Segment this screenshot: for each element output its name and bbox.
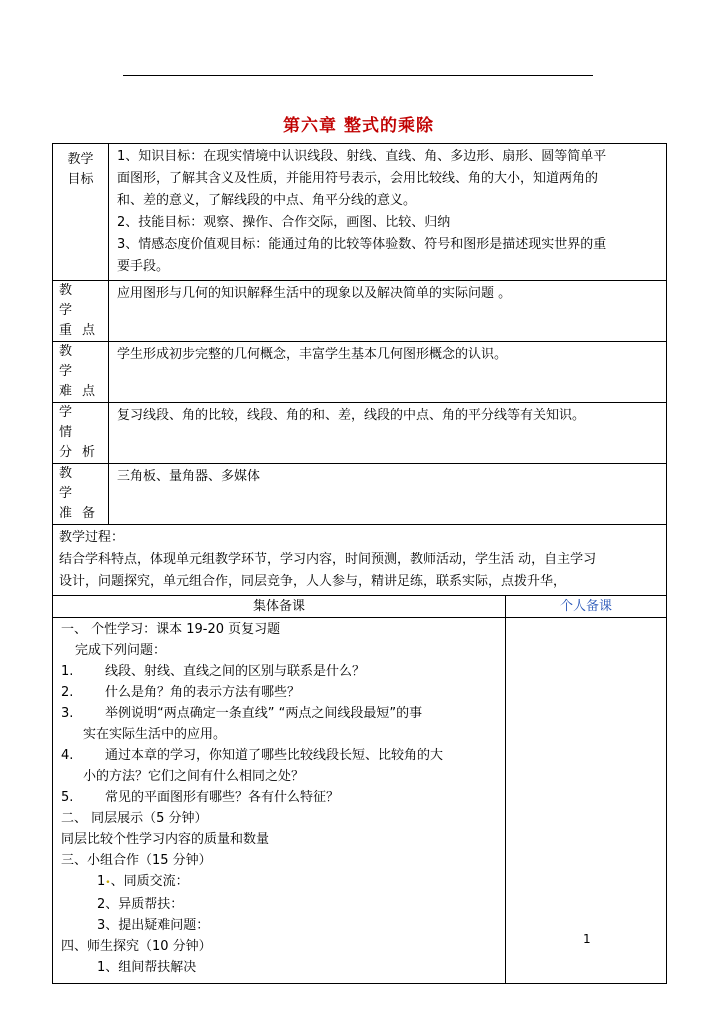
row-label-line: 准备 (59, 506, 106, 521)
info-row (53, 144, 667, 281)
question-number: 4. (61, 748, 74, 763)
row-content (109, 144, 667, 281)
group-item (61, 871, 501, 894)
question-text: 举例说明“两点确定一条直线” “两点之间线段最短”的事 (105, 706, 423, 721)
column-header-collective: 集体备课 (53, 596, 506, 618)
task-line: 完成下列问题： (75, 643, 167, 658)
row-label-line: 教 学 (59, 283, 83, 318)
row-content-line: 面图形，了解其含义及性质，并能用符号表示，会用比较线、角的大小，知道两角的 (117, 171, 599, 186)
row-label (53, 281, 109, 342)
row-label-line: 教 学 (59, 466, 83, 501)
row-content (109, 403, 667, 464)
question-number: 2. (61, 685, 74, 700)
question-number: 5. (61, 790, 74, 805)
collective-content (53, 618, 506, 984)
process-heading: 教学过程： (59, 530, 125, 545)
row-label-line: 目标 (67, 172, 94, 187)
question-text: 什么是角？角的表示方法有哪些？ (105, 685, 301, 700)
question-continuation: 小的方法？它们之间有什么相同之处？ (83, 769, 305, 784)
info-row (53, 464, 667, 525)
question-item (53, 787, 501, 808)
group-item-text: 、同质交流： (110, 874, 189, 889)
row-content-line: 要手段。 (117, 259, 170, 274)
info-row (53, 281, 667, 342)
row-label-line: 教 学 (59, 344, 83, 379)
question-number: 1. (61, 664, 74, 679)
question-item (53, 682, 501, 703)
question-text: 线段、射线、直线之间的区别与联系是什么？ (105, 664, 366, 679)
row-label-line: 重点 (59, 323, 106, 338)
row-content-line: 2、技能目标：观察、操作、合作交际，画图、比较、归纳 (117, 215, 451, 230)
process-line: 结合学科特点，体现单元组教学环节，学习内容，时间预测，教师活动，学生活 动，自主学习 (59, 552, 597, 567)
question-text: 常见的平面图形有哪些？各有什么特征？ (105, 790, 340, 805)
group-item-number: 1 (97, 874, 106, 889)
info-row (53, 342, 667, 403)
question-text: 通过本章的学习，你知道了哪些比较线段长短、比较角的大 (105, 748, 444, 763)
question-item (53, 661, 501, 682)
row-label (53, 144, 109, 281)
row-label (53, 342, 109, 403)
process-row (53, 525, 667, 596)
group-item: 2、异质帮扶： (97, 897, 184, 912)
row-content-line: 三角板、量角器、多媒体 (117, 469, 261, 484)
row-content-line: 学生形成初步完整的几何概念，丰富学生基本几何图形概念的认识。 (117, 347, 508, 362)
row-label-line: 学 情 (59, 405, 83, 440)
row-label-line: 分析 (59, 445, 106, 460)
process-line: 设计，问题探究，单元组合作，同层竞争，人人参与，精讲足练，联系实际，点拨升华， (59, 574, 567, 589)
section-heading: 一、 个性学习：课本 19-20 页复习题 (61, 622, 281, 637)
lesson-plan-table (52, 143, 667, 984)
question-continuation: 实在实际生活中的应用。 (83, 727, 227, 742)
annotation-marker: • (105, 878, 111, 888)
column-header-personal: 个人备课 (506, 596, 667, 618)
group-item: 1、组间帮扶解决 (97, 960, 197, 975)
info-row (53, 403, 667, 464)
row-content (109, 342, 667, 403)
section-heading: 四、师生探究（10 分钟） (61, 939, 212, 954)
page-title: 第六章 整式的乘除 (283, 116, 434, 136)
row-label (53, 403, 109, 464)
row-content-line: 1、知识目标：在现实情境中认识线段、射线、直线、角、多边形、扇形、圆等简单平 (117, 149, 607, 164)
row-label (53, 464, 109, 525)
row-content-line: 3、情感态度价值观目标：能通过角的比较等体验数、符号和图形是描述现实世界的重 (117, 237, 607, 252)
row-label-line: 教学 (67, 152, 94, 167)
row-content-line: 和、差的意义，了解线段的中点、角平分线的意义。 (117, 193, 417, 208)
process-cell (53, 525, 667, 596)
section-heading: 三、小组合作（15 分钟） (61, 853, 212, 868)
question-item (53, 745, 501, 766)
row-label-line: 难点 (59, 384, 106, 399)
column-header-row (53, 596, 667, 618)
personal-content (506, 618, 667, 984)
page-number: 1 (583, 932, 591, 946)
row-content-line: 复习线段、角的比较，线段、角的和、差，线段的中点、角的平分线等有关知识。 (117, 408, 586, 423)
row-content-line: 应用图形与几何的知识解释生活中的现象以及解决简单的实际问题 。 (117, 286, 512, 301)
section-text: 同层比较个性学习内容的质量和数量 (61, 832, 270, 847)
row-content (109, 464, 667, 525)
question-number: 3. (61, 706, 74, 721)
question-item (53, 703, 501, 724)
row-content (109, 281, 667, 342)
group-item: 3、提出疑难问题： (97, 918, 210, 933)
body-row (53, 618, 667, 984)
header-rule (123, 75, 593, 76)
section-heading: 二、 同层展示（5 分钟） (61, 811, 208, 826)
